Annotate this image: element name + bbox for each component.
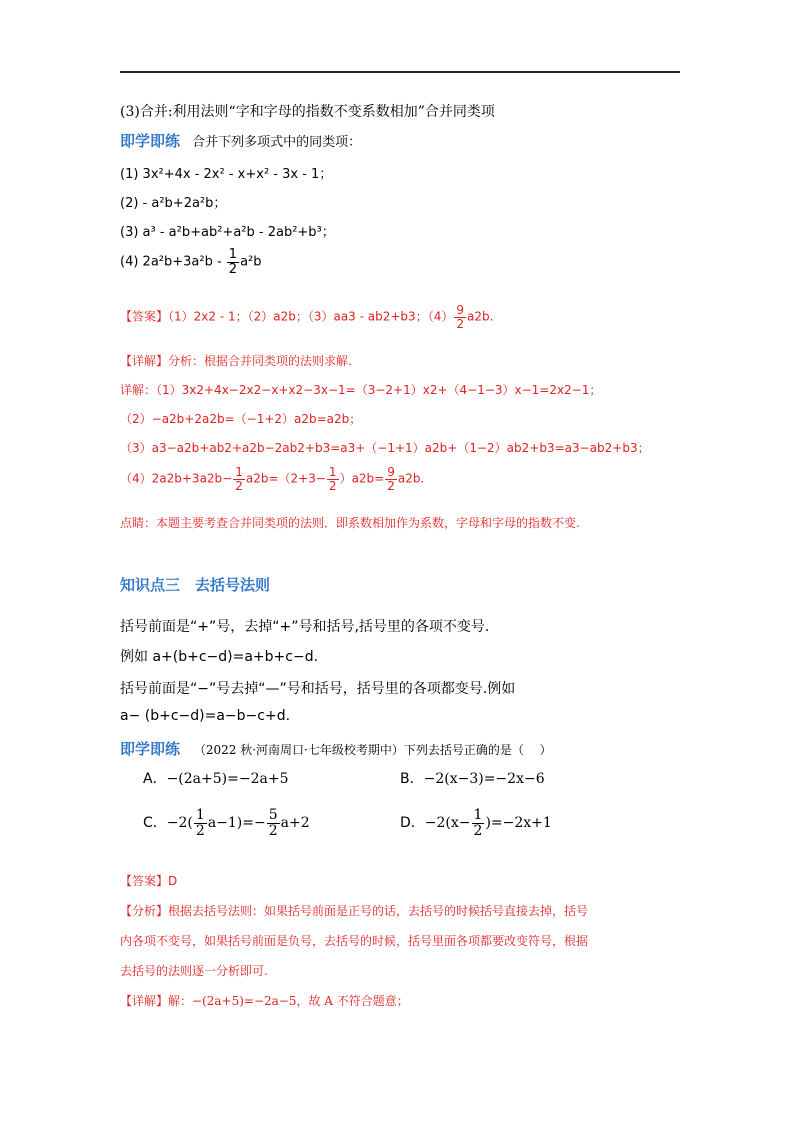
practice1-line (120, 130, 361, 151)
answer1-tail: a2b. (466, 309, 494, 324)
option-b-expression: −2(x−3)=−2x−6 (423, 771, 545, 787)
fraction: $\frac{1}{2}$ (235, 465, 243, 493)
fraction: $\frac{1}{2}$ (473, 807, 483, 839)
option-b: B．−2(x−3)=−2x−6 (400, 771, 545, 787)
analysis2-line2: 内各项不变号，如果括号前面是负号，去括号的时候，括号里面各项都要改变符号，根据 (120, 934, 589, 948)
practice-tag: 即学即练 (120, 740, 181, 758)
heading-merge-rule: (3)合并:利用法则“字和字母的指数不变系数相加”合并同类项 (120, 104, 495, 120)
analysis2-line1: 【分析】根据去括号法则：如果括号前面是正号的话，去括号的时候括号直接去掉，括号 (120, 904, 589, 918)
practice1-item2: (2) - a²b+2a²b； (120, 196, 227, 211)
kp3-paragraph2: 例如 a+(b+c−d)=a+b+c−d. (120, 649, 319, 665)
kp3-paragraph3: 括号前面是“−”号去掉“—”号和括号，括号里的各项都变号.例如 (120, 681, 516, 697)
practice1-item4 (120, 248, 262, 276)
practice1-item1: (1) 3x²+4x - 2x² - x+x² - 3x - 1； (120, 167, 333, 182)
option-c: C．−2( $\frac{1}{2}$ a−1)=− $\frac{5}{2}$ a+2 (143, 807, 310, 839)
option-a: A．−(2a+5)=−2a+5 (143, 771, 289, 787)
fraction: $\frac{5}{2}$ (268, 807, 278, 839)
answer2: 【答案】D (120, 874, 178, 888)
detail1-line1: 【详解】分析：根据合并同类项的法则求解. (120, 354, 352, 368)
detail1-line5: （4）2a2b+3a2b− $\frac{1}{2}$ a2b=（2+3− $\frac{1}{2}$ ）a2b= $\frac{9}{2}$ a2b. (120, 465, 425, 493)
practice2-line (120, 738, 552, 759)
kp3-paragraph4: a− (b+c−d)=a−b−c+d. (120, 708, 291, 724)
knowledge-point-3-title: 知识点三 去括号法则 (120, 576, 271, 594)
answer1 (120, 304, 493, 330)
analysis2-line3: 去括号的法则逐一分析即可. (120, 964, 268, 978)
detail2: 【详解】解：−(2a+5)=−2a−5，故 A 不符合题意； (120, 994, 409, 1008)
detail1-comment: 点睛：本题主要考查合并同类项的法则．即系数相加作为系数，字母和字母的指数不变. (120, 516, 580, 530)
option-a-expression: −(2a+5)=−2a+5 (166, 771, 289, 787)
detail1-line3: （2）−a2b+2a2b=（−1+2）a2b=a2b； (120, 412, 362, 426)
practice2-prompt: （2022 秋·河南周口·七年级校考期中）下列去括号正确的是（ ） (193, 743, 552, 757)
detail1-line4: （3）a3−a2b+ab2+a2b−2ab2+b3=a3+（−1+1）a2b+（1−2）ab2+b3=a3−ab2+b3； (120, 441, 650, 455)
practice1-prompt: 合并下列多项式中的同类项： (192, 135, 362, 150)
detail1-line2: 详解：（1）3x2+4x−2x2−x+x2−3x−1=（3−2+1）x2+（4−1−3）x−1=2x2−1； (120, 383, 602, 397)
header-rule (120, 71, 680, 73)
practice1-item3: (3) a³ - a²b+ab²+a²b - 2ab²+b³； (120, 225, 335, 240)
fraction: $\frac{1}{2}$ (328, 465, 337, 493)
fraction: $\frac{1}{2}$ (228, 247, 238, 277)
answer1-text: 【答案】（1）2x2 - 1；（2）a2b；（3）aa3 - ab2+b3；（4） (120, 309, 454, 324)
kp3-paragraph1: 括号前面是“+”号，去掉“+”号和括号,括号里的各项不变号. (120, 619, 490, 635)
option-d: D．−2(x− $\frac{1}{2}$ )=−2x+1 (400, 807, 552, 839)
item4-tail: a²b (240, 254, 262, 270)
item4-head: (4) 2a²b+3a²b - (120, 254, 226, 270)
fraction: $\frac{9}{2}$ (387, 465, 395, 493)
fraction: $\frac{1}{2}$ (195, 807, 205, 839)
practice-tag: 即学即练 (120, 132, 181, 150)
fraction: $\frac{9}{2}$ (456, 303, 464, 331)
